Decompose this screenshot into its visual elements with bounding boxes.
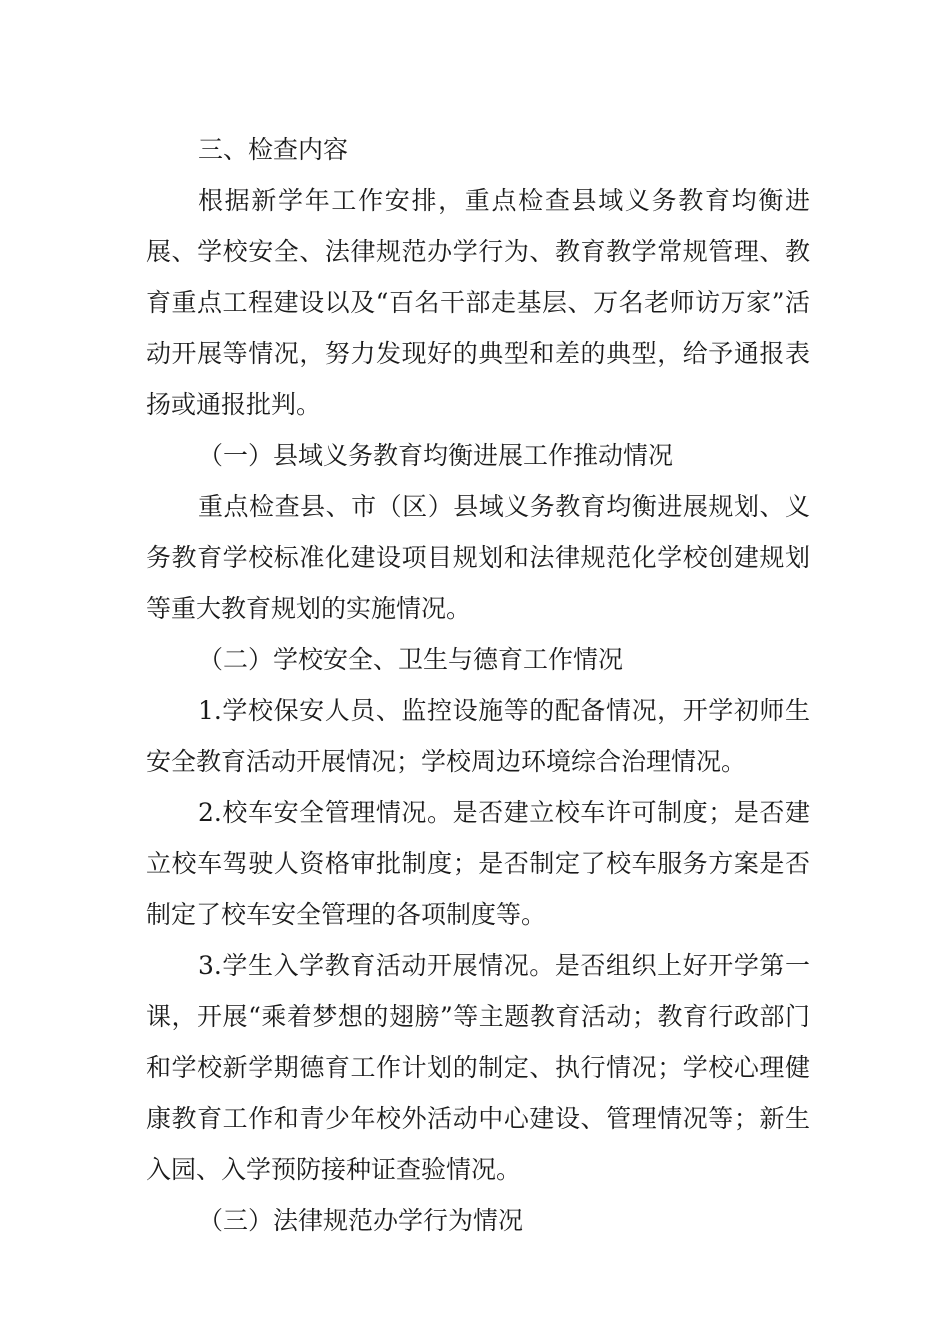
- subsection-heading: （一）县域义务教育均衡进展工作推动情况: [198, 441, 674, 470]
- paragraph: 重点检查县、市（区）县域义务教育均衡进展规划、义务教育学校标准化建设项目规划和法律规范化学校创建规划等重大教育规划的实施情况。: [146, 492, 810, 623]
- document-body: [146, 124, 810, 1246]
- list-item: 1.学校保安人员、监控设施等的配备情况，开学初师生安全教育活动开展情况；学校周边环境综合治理情况。: [146, 696, 810, 776]
- subsection-heading: （二）学校安全、卫生与德育工作情况: [198, 645, 624, 674]
- subsection-heading: （三）法律规范办学行为情况: [198, 1206, 524, 1235]
- paragraph: 根据新学年工作安排，重点检查县域义务教育均衡进展、学校安全、法律规范办学行为、教育教学常规管理、教育重点工程建设以及“百名干部走基层、万名老师访万家”活动开展等情况，努力发现好的典型和差的典型，给予通报表扬或通报批判。: [146, 186, 810, 419]
- list-item: 2.校车安全管理情况。是否建立校车许可制度；是否建立校车驾驶人资格审批制度；是否制定了校车服务方案是否制定了校车安全管理的各项制度等。: [146, 798, 810, 929]
- list-item: 3.学生入学教育活动开展情况。是否组织上好开学第一课，开展“乘着梦想的翅膀”等主题教育活动；教育行政部门和学校新学期德育工作计划的制定、执行情况；学校心理健康教育工作和青少年校外活动中心建设、管理情况等；新生入园、入学预防接种证查验情况。: [146, 951, 810, 1184]
- section-heading: 三、检查内容: [198, 135, 349, 164]
